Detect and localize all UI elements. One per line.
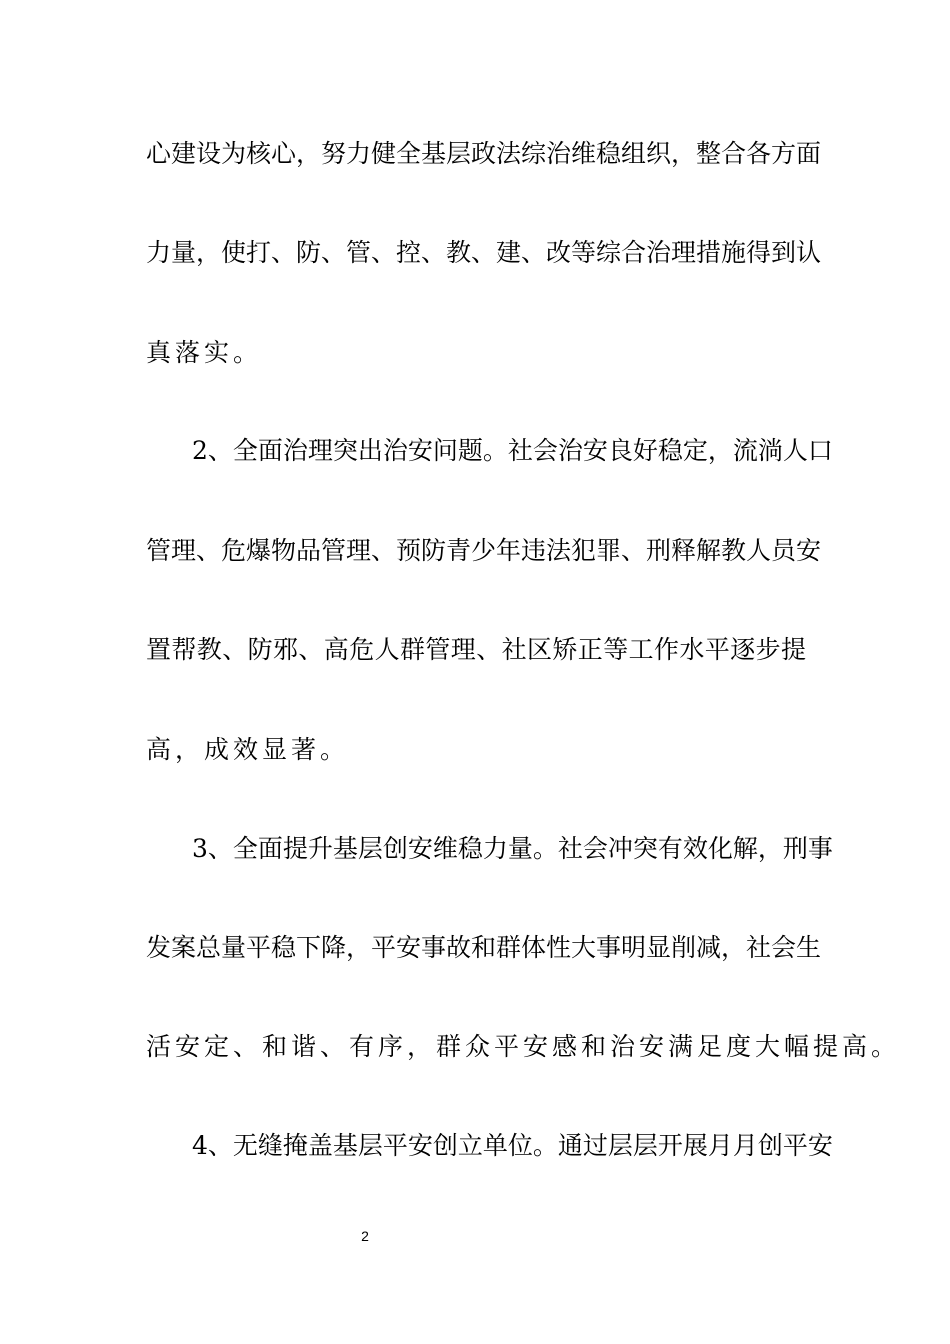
paragraph-3-line-2: 发案总量平稳下降，平安事故和群体性大事明显削减，社会生 [146, 933, 822, 962]
paragraph-2-line-3: 置帮教、防邪、高危人群管理、社区矫正等工作水平逐步提 [146, 635, 806, 664]
paragraph-1-line-3: 真落实。 [146, 338, 263, 367]
paragraph-2-line-1: 2、全面治理突出治安问题。社会治安良好稳定，流淌人口 [192, 436, 833, 465]
paragraph-2-line-4: 高，成效显著。 [146, 735, 350, 764]
paragraph-2-line-2: 管理、危爆物品管理、预防青少年违法犯罪、刑释解教人员安 [146, 536, 822, 565]
paragraph-1-line-1: 心建设为核心，努力健全基层政法综治维稳组织，整合各方面 [146, 139, 822, 168]
page-number: 2 [361, 1228, 369, 1244]
paragraph-1-line-2: 力量，使打、防、管、控、教、建、改等综合治理措施得到认 [146, 238, 822, 267]
paragraph-3-line-1: 3、全面提升基层创安维稳力量。社会冲突有效化解，刑事 [192, 834, 833, 863]
paragraph-4-line-1: 4、无缝掩盖基层平安创立单位。通过层层开展月月创平安 [192, 1131, 833, 1160]
paragraph-3-line-3: 活安定、和谐、有序，群众平安感和治安满足度大幅提高。 [146, 1032, 901, 1061]
